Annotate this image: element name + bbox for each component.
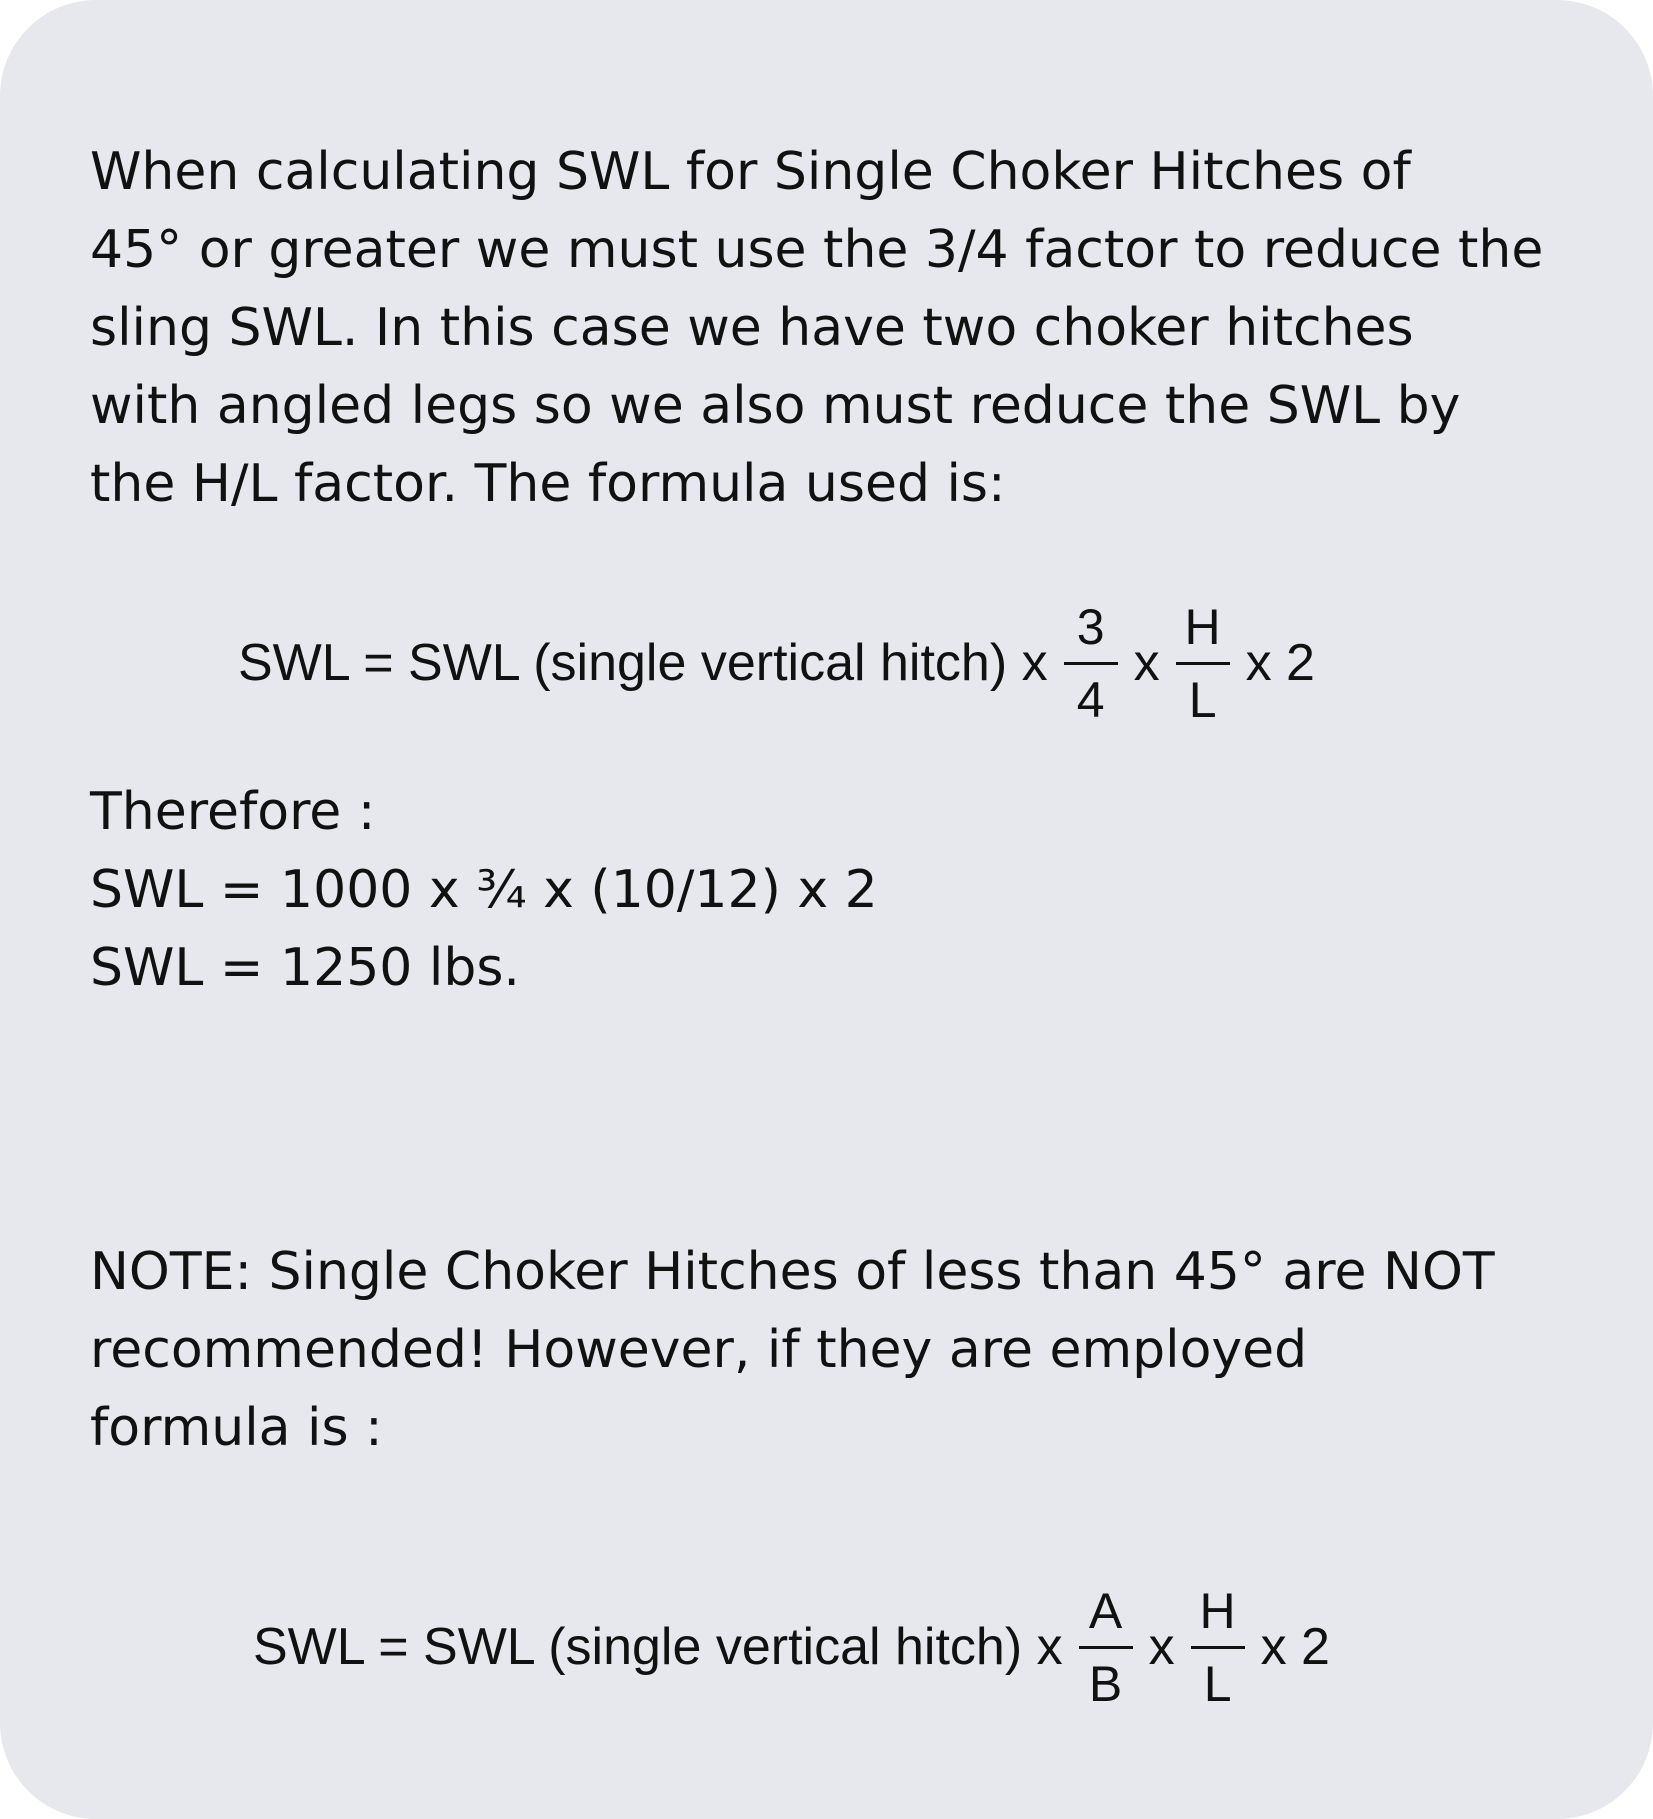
intro-line: When calculating SWL for Single Choker Hitches of <box>90 142 1411 202</box>
formula-prefix: SWL = SWL (single vertical hitch) x <box>238 634 1048 692</box>
formula-suffix: x 2 <box>1245 634 1315 692</box>
fraction-bar <box>1064 662 1118 665</box>
fraction-h-over-l <box>1176 596 1230 731</box>
formula-choker-45-or-greater <box>238 588 1315 738</box>
intro-line: 45° or greater we must use the 3/4 factor to reduce the <box>90 220 1544 280</box>
fraction-three-quarters <box>1064 596 1118 731</box>
fraction-bar <box>1191 1646 1245 1649</box>
fraction-denominator: B <box>1088 1655 1123 1712</box>
intro-line: sling SWL. In this case we have two choker hitches <box>90 298 1414 358</box>
calculation-line: Therefore : <box>90 782 376 842</box>
fraction-denominator: 4 <box>1076 671 1105 728</box>
fraction-denominator: L <box>1188 671 1217 728</box>
intro-line: with angled legs so we also must reduce the SWL by <box>90 376 1461 436</box>
calculation-line: SWL = 1250 lbs. <box>90 938 520 998</box>
fraction-numerator: A <box>1088 1582 1123 1639</box>
fraction-h-over-l <box>1191 1580 1245 1715</box>
fraction-denominator: L <box>1203 1655 1232 1712</box>
fraction-numerator: H <box>1199 1582 1236 1639</box>
fraction-bar <box>1079 1646 1133 1649</box>
formula-prefix: SWL = SWL (single vertical hitch) x <box>253 1618 1063 1676</box>
fraction-numerator: 3 <box>1076 598 1105 655</box>
calculation-block <box>90 773 1610 1007</box>
note-line: recommended! However, if they are employed <box>90 1320 1308 1380</box>
formula-choker-less-than-45 <box>253 1572 1330 1722</box>
fraction-numerator: H <box>1184 598 1221 655</box>
intro-line: the H/L factor. The formula used is: <box>90 454 1006 514</box>
formula-multiply: x <box>1148 1618 1175 1676</box>
note-line: NOTE: Single Choker Hitches of less than 45° are NOT <box>90 1242 1495 1302</box>
formula-multiply: x <box>1133 634 1160 692</box>
formula-suffix: x 2 <box>1260 1618 1330 1676</box>
calculation-line: SWL = 1000 x ¾ x (10/12) x 2 <box>90 860 878 920</box>
note-paragraph <box>90 1233 1610 1467</box>
fraction-a-over-b <box>1079 1580 1133 1715</box>
fraction-bar <box>1176 662 1230 665</box>
note-line: formula is : <box>90 1398 383 1458</box>
intro-paragraph <box>90 133 1610 523</box>
